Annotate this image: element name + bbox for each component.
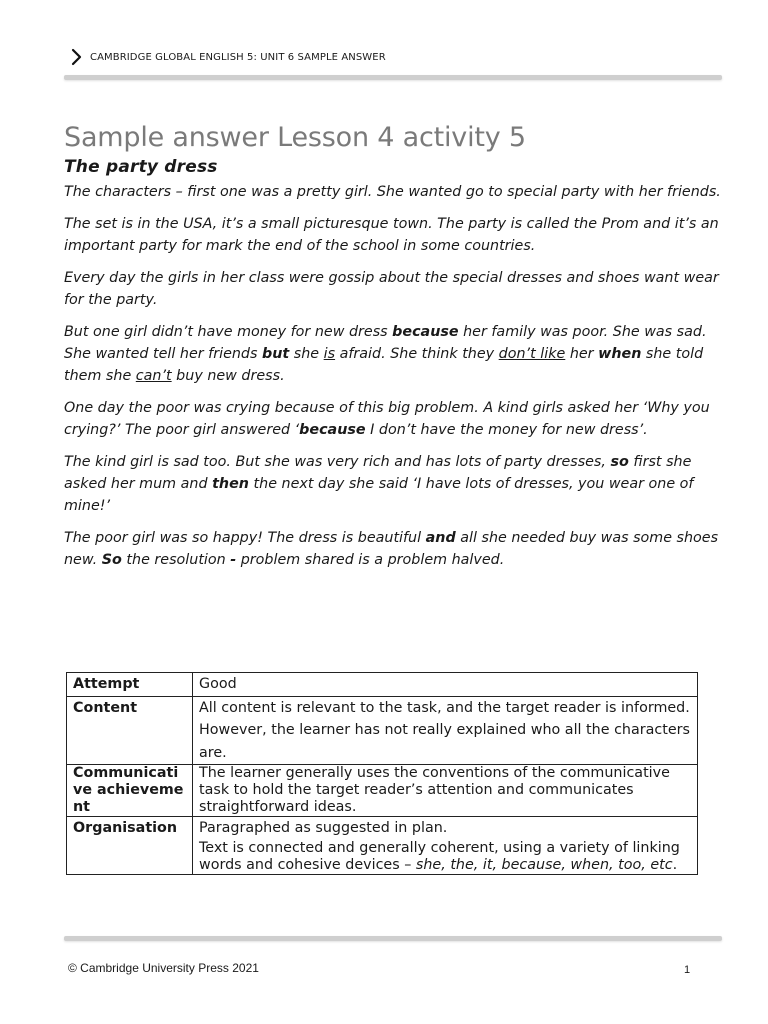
attempt-value: Good xyxy=(193,673,698,697)
page-title: Sample answer Lesson 4 activity 5 xyxy=(64,122,526,154)
table-row xyxy=(67,696,698,765)
organisation-comment: Paragraphed as suggested in plan. Text is connected and generally coherent, using a variety of linking words and cohesive devices – she, the, it, because, when, too, etc. xyxy=(193,817,698,875)
running-header xyxy=(66,46,386,68)
story-paragraph: The poor girl was so happy! The dress is beautiful and all she needed buy was some shoes new. So the resolution - problem shared is a problem halved. xyxy=(64,530,719,568)
table-row xyxy=(67,673,698,697)
assessment-table xyxy=(66,672,698,875)
story-paragraph: One day the poor was crying because of this big problem. A kind girls asked her ‘Why you crying?’ The poor girl answered ‘because I don’t have the money for new dress’. xyxy=(64,400,710,438)
story-paragraph: Every day the girls in her class were gossip about the special dresses and shoes want wear for the party. xyxy=(64,270,719,308)
footer-divider xyxy=(64,936,722,941)
page-number: 1 xyxy=(684,964,691,976)
row-label-communicative-achievement: Communicative achievement xyxy=(67,765,193,817)
row-label-attempt: Attempt xyxy=(67,673,193,697)
table-row xyxy=(67,765,698,817)
story xyxy=(64,157,724,581)
copyright-notice: © Cambridge University Press 2021 xyxy=(68,961,259,975)
story-paragraph: The kind girl is sad too. But she was very rich and has lots of party dresses, so first she asked her mum and then the next day she said ‘I have lots of dresses, you wear one of mine!’ xyxy=(64,454,694,514)
table-row xyxy=(67,817,698,875)
header-divider xyxy=(64,75,722,80)
content-comment: All content is relevant to the task, and the target reader is informed. However, the learner has not really explained who all the characters are. xyxy=(193,696,698,765)
running-title: CAMBRIDGE GLOBAL ENGLISH 5: UNIT 6 SAMPLE ANSWER xyxy=(90,51,386,63)
story-title: The party dress xyxy=(64,157,218,177)
story-paragraph: The characters – first one was a pretty girl. She wanted go to special party with her friends. xyxy=(64,184,721,200)
story-paragraph: But one girl didn’t have money for new dress because her family was poor. She was sad. xyxy=(64,324,707,340)
chevron-right-icon xyxy=(66,46,88,68)
row-label-organisation: Organisation xyxy=(67,817,193,875)
story-paragraph: She wanted tell her friends but she is afraid. She think they don’t like her when she told them she can’t buy new dress. xyxy=(64,346,704,384)
row-label-content: Content xyxy=(67,696,193,765)
communicative-achievement-comment: The learner generally uses the conventions of the communicative task to hold the target reader’s attention and communicates straightforward ideas. xyxy=(193,765,698,817)
story-paragraph: The set is in the USA, it’s a small picturesque town. The party is called the Prom and it’s an important party for mark the end of the school in some countries. xyxy=(64,216,719,254)
